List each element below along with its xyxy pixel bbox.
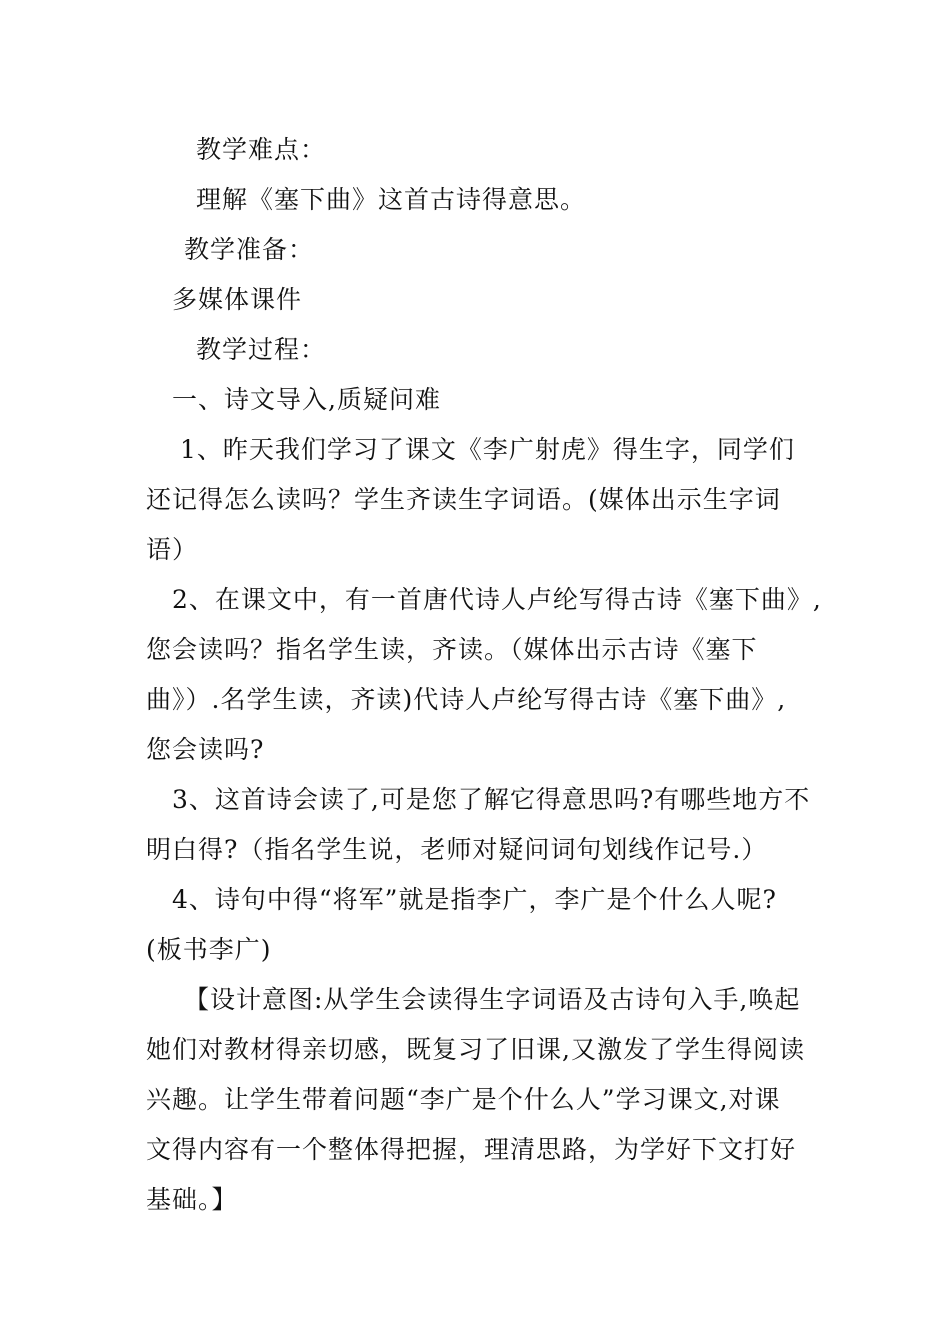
paragraph-difficulty-content: 理解《塞下曲》这首古诗得意思。 bbox=[196, 185, 587, 214]
paragraph-line: 语） bbox=[146, 535, 199, 564]
paragraph-preparation-content: 多媒体课件 bbox=[172, 285, 303, 314]
paragraph-line: 曲》）.名学生读，齐读)代诗人卢纶写得古诗《塞下曲》, bbox=[146, 685, 787, 714]
paragraph-line: 您会读吗? bbox=[146, 735, 265, 764]
heading-teaching-preparation: 教学准备： bbox=[184, 235, 315, 264]
heading-teaching-process: 教学过程： bbox=[196, 335, 327, 364]
paragraph-line: 1、昨天我们学习了课文《李广射虎》得生字，同学们 bbox=[180, 435, 795, 464]
paragraph-line: 2、在课文中，有一首唐代诗人卢纶写得古诗《塞下曲》, bbox=[172, 585, 822, 614]
design-intent-line: 她们对教材得亲切感，既复习了旧课,又激发了学生得阅读 bbox=[146, 1035, 805, 1064]
paragraph-line: (板书李广) bbox=[146, 935, 272, 964]
design-intent-line: 【设计意图:从学生会读得生字词语及古诗句入手,唤起 bbox=[184, 985, 801, 1014]
paragraph-line: 3、这首诗会读了,可是您了解它得意思吗?有哪些地方不 bbox=[172, 785, 811, 814]
paragraph-line: 明白得?（指名学生说，老师对疑问词句划线作记号.） bbox=[146, 835, 768, 864]
design-intent-line: 兴趣。让学生带着问题“李广是个什么人”学习课文,对课 bbox=[146, 1085, 781, 1114]
paragraph-line: 您会读吗？指名学生读，齐读。（媒体出示古诗《塞下 bbox=[146, 635, 758, 664]
heading-teaching-difficulty: 教学难点： bbox=[196, 135, 327, 164]
paragraph-line: 4、诗句中得“将军”就是指李广，李广是个什么人呢? bbox=[172, 885, 777, 914]
section-heading-one: 一、诗文导入,质疑问难 bbox=[172, 385, 441, 414]
design-intent-line: 基础。】 bbox=[146, 1185, 238, 1214]
paragraph-line: 还记得怎么读吗？学生齐读生字词语。(媒体出示生字词 bbox=[146, 485, 781, 514]
design-intent-line: 文得内容有一个整体得把握，理清思路，为学好下文打好 bbox=[146, 1135, 797, 1164]
